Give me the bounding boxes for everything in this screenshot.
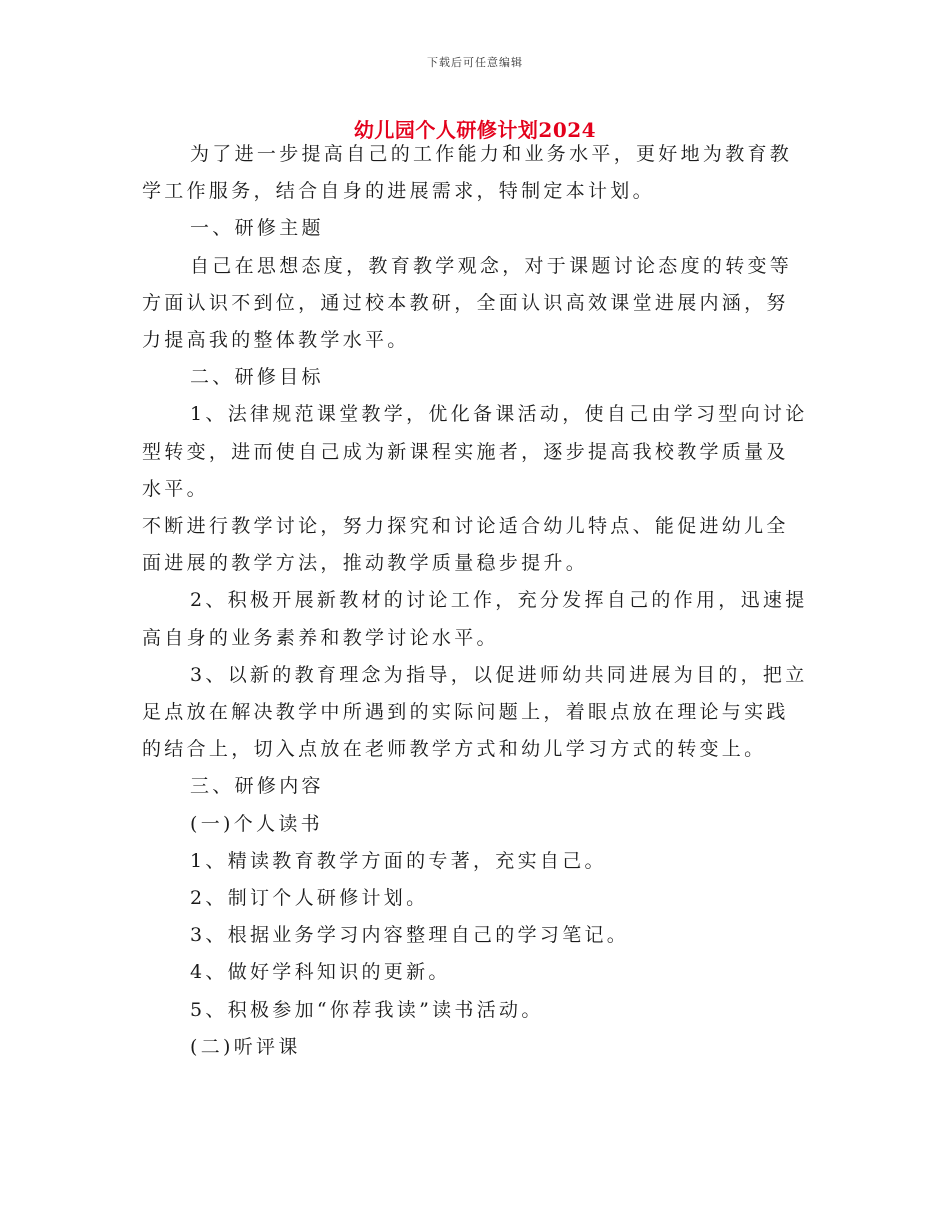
subsection-heading-lessons: (二)听评课 xyxy=(190,1035,301,1058)
document-body xyxy=(142,136,808,1066)
goal-item-3: 3、以新的教育理念为指导，以促进师幼共同进展为目的，把立足点放在解决教学中所遇到的实际问题上，着眼点放在理论与实践的结合上，切入点放在老师教学方式和幼儿学习方式的转变上。 xyxy=(142,663,808,761)
goal-item-1-continued: 不断进行教学讨论，努力探究和讨论适合幼儿特点、能促进幼儿全面进展的教学方法，推动教学质量稳步提升。 xyxy=(142,515,789,575)
subsection-heading-reading: (一)个人读书 xyxy=(190,812,323,835)
section-heading-theme: 一、研修主题 xyxy=(190,217,324,240)
reading-item-3: 3、根据业务学习内容整理自己的学习笔记。 xyxy=(190,924,630,947)
section-heading-content: 三、研修内容 xyxy=(190,775,324,798)
intro-paragraph: 为了进一步提高自己的工作能力和业务水平，更好地为教育教学工作服务，结合自身的进展需求，特制定本计划。 xyxy=(142,143,793,203)
theme-paragraph: 自己在思想态度，教育教学观念，对于课题讨论态度的转变等方面认识不到位，通过校本教研，全面认识高效课堂进展内涵，努力提高我的整体教学水平。 xyxy=(142,254,793,352)
document-title: 幼儿园个人研修计划2024 xyxy=(353,118,597,142)
reading-item-4: 4、做好学科知识的更新。 xyxy=(190,961,451,984)
reading-item-1: 1、精读教育教学方面的专著，充实自己。 xyxy=(190,849,607,872)
section-heading-goals: 二、研修目标 xyxy=(190,366,324,389)
header-note: 下载后可任意编辑 xyxy=(427,56,523,69)
goal-item-1: 1、法律规范课堂教学，优化备课活动，使自己由学习型向讨论型转变，进而使自己成为新课程实施者，逐步提高我校教学质量及水平。 xyxy=(142,403,808,500)
reading-item-5: 5、积极参加“你荐我读”读书活动。 xyxy=(190,998,544,1021)
reading-item-2: 2、制订个人研修计划。 xyxy=(190,887,429,910)
goal-item-2: 2、积极开展新教材的讨论工作，充分发挥自己的作用，迅速提高自身的业务素养和教学讨论水平。 xyxy=(142,589,808,649)
